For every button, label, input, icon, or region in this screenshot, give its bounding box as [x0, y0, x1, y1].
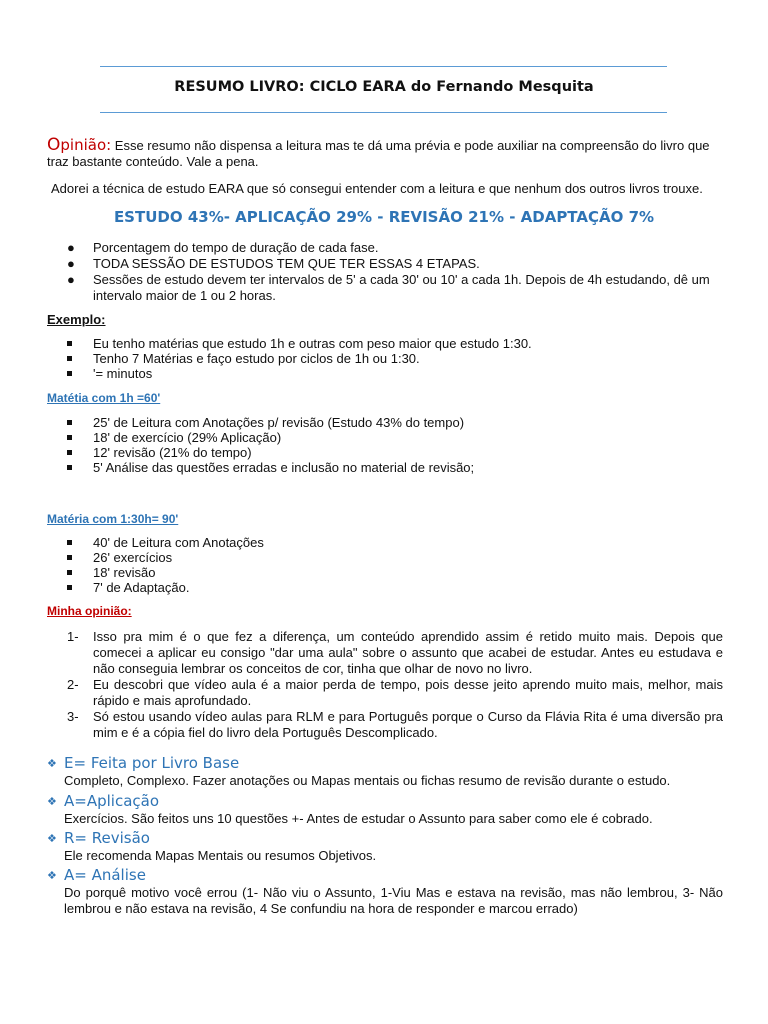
square-bullet-icon [67, 555, 72, 560]
list-item: ● Sessões de estudo devem ter intervalos de 5' a cada 30' ou 10' a cada 1h. Depois de 4h estudando, dê um intervalo maior de 1 ou 2 horas. [67, 272, 710, 303]
square-bullet-icon [67, 450, 72, 455]
square-bullet-icon [67, 356, 72, 361]
diamond-bullet-icon: ❖ [47, 869, 57, 882]
section-heading: E= Feita por Livro Base [64, 754, 240, 772]
list-item: 40' de Leitura com Anotações [47, 535, 723, 550]
minha-opiniao-list [47, 629, 723, 741]
section-body: Ele recomenda Mapas Mentais ou resumos Objetivos. [64, 848, 377, 863]
square-bullet-icon [67, 570, 72, 575]
bullet-dot-icon: ● [67, 240, 75, 255]
section-e [47, 753, 723, 789]
section-a-aplicacao [47, 791, 723, 827]
list-item: 12' revisão (21% do tempo) [47, 445, 723, 460]
section-body: Completo, Complexo. Fazer anotações ou Mapas mentais ou fichas resumo de revisão durante o estudo. [64, 773, 671, 788]
list-item: 7' de Adaptação. [47, 580, 723, 595]
list-item: ● Porcentagem do tempo de duração de cada fase. [67, 240, 379, 255]
section-r-revisao [47, 828, 723, 864]
list-item: 18' revisão [47, 565, 723, 580]
list-item: Tenho 7 Matérias e faço estudo por ciclos de 1h ou 1:30. [47, 351, 723, 366]
section-a-analise [47, 865, 723, 917]
list-item: 25' de Leitura com Anotações p/ revisão (Estudo 43% do tempo) [47, 415, 723, 430]
square-bullet-icon [67, 540, 72, 545]
materia-1h30-list [47, 535, 723, 595]
diamond-bullet-icon: ❖ [47, 832, 57, 845]
list-item: 2- Eu descobri que vídeo aula é a maior perda de tempo, pois desse jeito aprendo muito mais, melhor, mais rápido e mais aprofundado. [67, 677, 723, 708]
list-item: Eu tenho matérias que estudo 1h e outras com peso maior que estudo 1:30. [47, 336, 723, 351]
bullet-dot-icon: ● [67, 272, 75, 287]
top-rule [100, 66, 667, 67]
materia-1h-heading: Matétia com 1h =60' [47, 391, 161, 405]
square-bullet-icon [67, 465, 72, 470]
title-underline-rule [100, 112, 667, 113]
section-body: Do porquê motivo você errou (1- Não viu o Assunto, 1-Viu Mas e estava na revisão, mas não lembrou, 3- Não lembrou e não estava na revisão, 4 Se confundiu na hora de responder e marcou errado) [64, 885, 723, 916]
materia-1h30-heading: Matéria com 1:30h= 90' [47, 512, 179, 526]
diamond-bullet-icon: ❖ [47, 757, 57, 770]
adorei-paragraph: Adorei a técnica de estudo EARA que só consegui entender com a leitura e que nenhum dos outros livros trouxe. [51, 181, 703, 196]
opiniao-text: Esse resumo não dispensa a leitura mas te dá uma prévia e pode auxiliar na compreensão do livro que traz bastante conteúdo. Vale a pena. [47, 138, 710, 169]
diamond-bullet-icon: ❖ [47, 795, 57, 808]
square-bullet-icon [67, 585, 72, 590]
list-item: 18' de exercício (29% Aplicação) [47, 430, 723, 445]
list-item: 26' exercícios [47, 550, 723, 565]
square-bullet-icon [67, 420, 72, 425]
opiniao-paragraph [47, 137, 723, 170]
section-heading: R= Revisão [64, 829, 150, 847]
section-heading: A= Análise [64, 866, 146, 884]
list-item: ● TODA SESSÃO DE ESTUDOS TEM QUE TER ESSAS 4 ETAPAS. [67, 256, 480, 271]
list-item: '= minutos [47, 366, 723, 381]
section-heading: A=Aplicação [64, 792, 160, 810]
square-bullet-icon [67, 371, 72, 376]
exemplo-list [47, 336, 723, 381]
materia-1h-list [47, 415, 723, 475]
square-bullet-icon [67, 341, 72, 346]
phase-percentages-heading: ESTUDO 43%- APLICAÇÃO 29% - REVISÃO 21% - ADAPTAÇÃO 7% [113, 208, 655, 226]
list-item: 5' Análise das questões erradas e inclusão no material de revisão; [47, 460, 723, 475]
bullet-dot-icon: ● [67, 256, 75, 271]
exemplo-heading: Exemplo: [47, 312, 106, 327]
list-item: 1- Isso pra mim é o que fez a diferença, um conteúdo aprendido assim é retido muito mais. Depois que comecei a aplicar eu consigo "dar uma aula" sobre o assunto que acabei de estudar. Antes eu estudava e não conseguia lembrar os conceitos de cor, tinha que olhar de novo no livro. [67, 629, 723, 676]
document-title: RESUMO LIVRO: CICLO EARA do Fernando Mesquita [174, 79, 594, 95]
opiniao-label: Opinião: [47, 135, 112, 155]
section-body: Exercícios. São feitos uns 10 questões +- Antes de estudar o Assunto para saber como ele é cobrado. [64, 811, 653, 826]
list-item: 3- Só estou usando vídeo aulas para RLM e para Português porque o Curso da Flávia Rita é uma diversão pra mim e é a cópia fiel do livro dela Português Descomplicado. [67, 709, 723, 740]
minha-opiniao-heading: Minha opinião: [47, 604, 132, 618]
phase-notes-list [47, 240, 723, 304]
square-bullet-icon [67, 435, 72, 440]
